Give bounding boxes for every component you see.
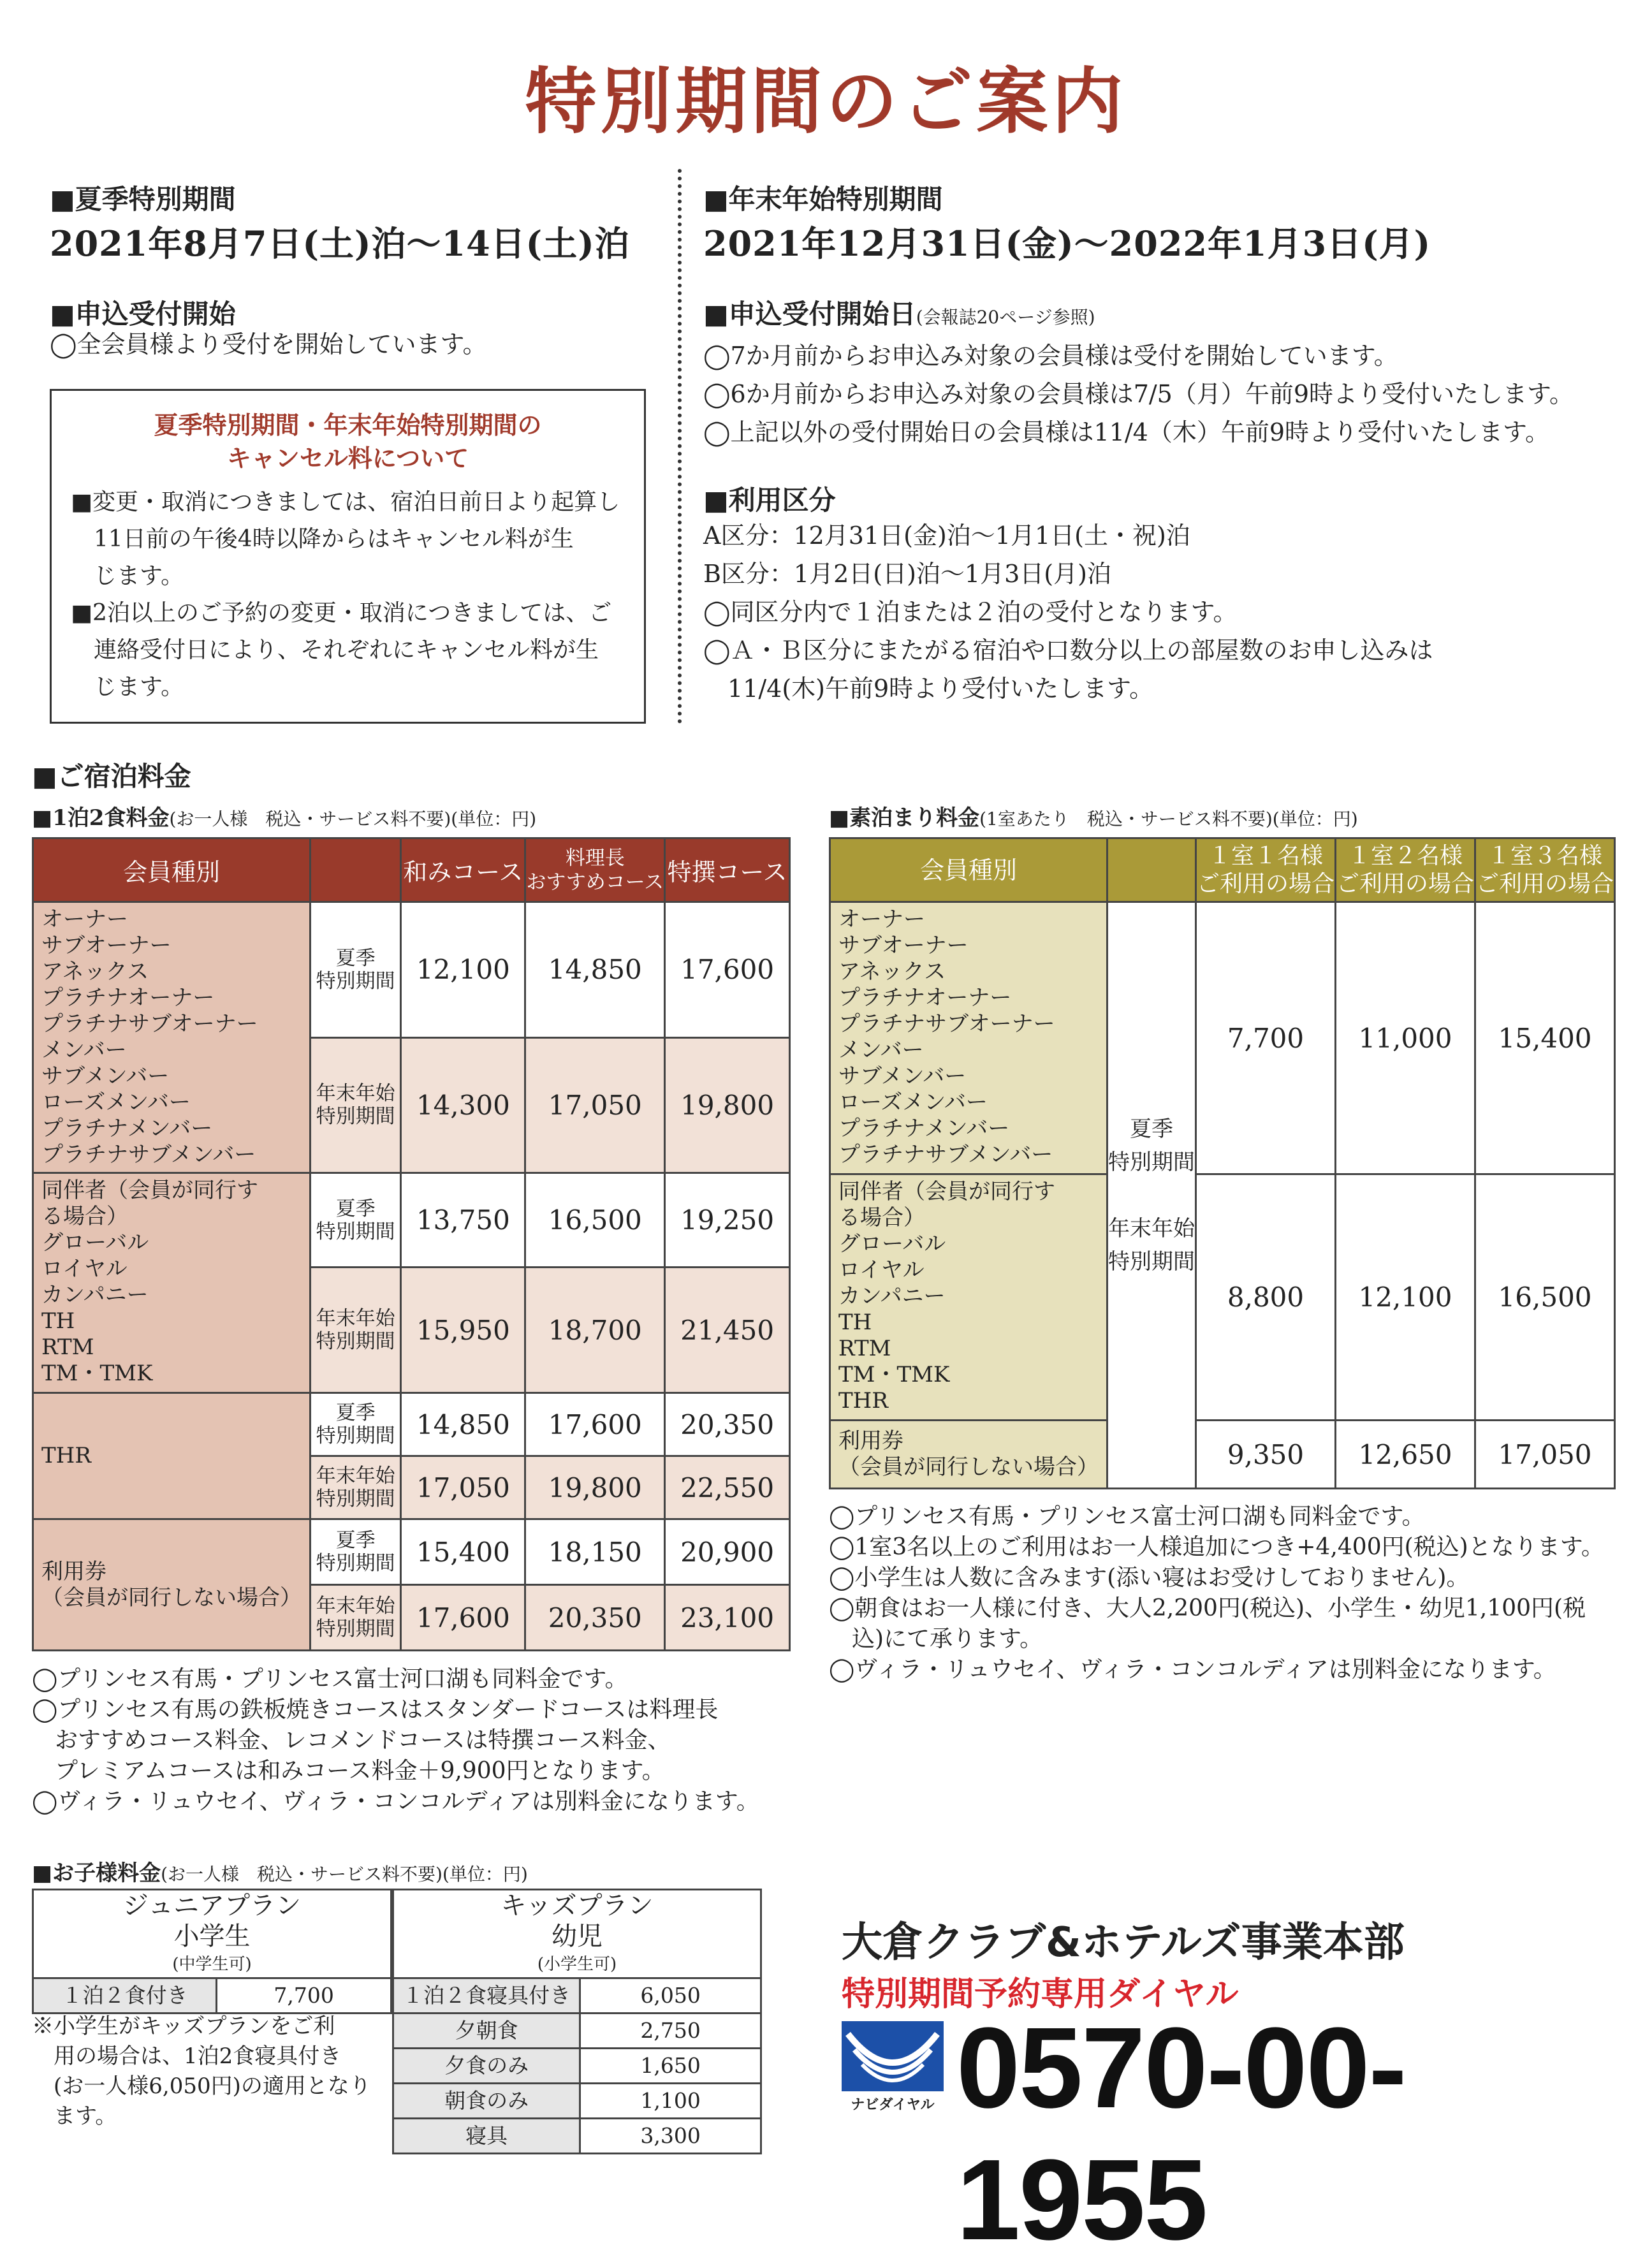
summer-dates: 2021年8月7日(土)泊〜14日(土)泊 xyxy=(50,223,630,264)
newyear-dates: 2021年12月31日(金)〜2022年1月3日(月) xyxy=(703,223,1431,264)
rate-cell: 12,100 xyxy=(1336,1174,1475,1421)
rate-cell: 17,600 xyxy=(525,1393,665,1456)
room-only-rate-table xyxy=(829,837,1616,1489)
t1-notes: ◯プリンセス有馬・プリンセス富士河口湖も同料金です。 ◯プリンセス有馬の鉄板焼きコースはスタンダードコースは料理長 おすすめコース料金、レコメンドコースは特撰コース料金、 プレミアムコースは和みコース料金＋9,900円となります。 ◯ヴィラ・リュウセイ、ヴィラ・コンコルディアは別料金になります。 xyxy=(32,1666,759,1815)
rate-cell: 18,700 xyxy=(525,1268,665,1393)
rate-cell: 22,550 xyxy=(665,1456,790,1519)
navi-dial-logo xyxy=(842,2021,944,2113)
newyear-apply-heading: ■申込受付開始日(会報誌20ページ参照) xyxy=(703,298,1095,330)
col-period xyxy=(1107,838,1196,902)
rate-cell: 18,150 xyxy=(525,1519,665,1585)
rate-cell: 17,600 xyxy=(401,1585,525,1651)
rate-cell: 15,400 xyxy=(401,1519,525,1585)
member-group-1: オーナー サブオーナー アネックス プラチナオーナー プラチナサブオーナー メンバー サブメンバー ローズメンバー プラチナメンバー プラチナサブメンバー xyxy=(830,902,1107,1174)
rate-cell: 9,350 xyxy=(1196,1421,1336,1489)
kids-plan-label: １泊２食寝具付き xyxy=(393,1978,580,2014)
rate-cell: 19,800 xyxy=(665,1037,790,1173)
col-chef: 料理長 おすすめコース xyxy=(525,838,665,902)
kids-plan-price: 2,750 xyxy=(580,2014,761,2049)
rate-cell: 12,650 xyxy=(1336,1421,1475,1489)
t2-heading: ■素泊まり料金(1室あたり 税込・サービス料不要)(単位：円) xyxy=(829,805,1358,831)
rate-cell: 8,800 xyxy=(1196,1174,1336,1421)
t1-heading: ■1泊2食料金(お一人様 税込・サービス料不要)(単位：円) xyxy=(32,805,537,831)
period-label: 夏季 特別期間 xyxy=(311,1173,401,1268)
period-label: 夏季 特別期間 xyxy=(311,1519,401,1585)
kids-plan-label: 夕朝食 xyxy=(393,2014,580,2049)
period-label: 年末年始 特別期間 xyxy=(311,1037,401,1173)
cancel-body: ■変更・取消につきましては、宿泊日前日より起算し 11日前の午後4時以降からはキャンセル料が生 じます。 ■2泊以上のご予約の変更・取消につきましては、ご 連絡受付日により、それぞれにキャンセル料が生 じます。 xyxy=(71,489,620,700)
junior-title: ジュニアプラン 小学生 xyxy=(122,1891,302,1951)
rate-cell: 12,100 xyxy=(401,902,525,1038)
period-label: 年末年始 特別期間 xyxy=(311,1456,401,1519)
rate-cell: 13,750 xyxy=(401,1173,525,1268)
member-group-2: 同伴者（会員が同行す る場合） グローバル ロイヤル カンパニー TH RTM TM・TMK xyxy=(33,1173,311,1393)
period-label: 夏季 特別期間 年末年始 特別期間 xyxy=(1107,902,1196,1489)
junior-plan-table xyxy=(32,1889,392,2014)
phone-number[interactable]: 0570-00-1955 xyxy=(956,2004,1406,2264)
summer-apply-heading: ■申込受付開始 xyxy=(50,298,236,330)
col-one-guest: １室１名様 ご利用の場合 xyxy=(1196,838,1336,902)
navi-dial-icon xyxy=(842,2021,944,2091)
kids-plan-price: 6,050 xyxy=(580,1978,761,2014)
junior-sub: (中学生可) xyxy=(172,1955,252,1974)
kids-plan-label: 寝具 xyxy=(393,2119,580,2154)
kids-sub: (小学生可) xyxy=(537,1955,617,1974)
junior-plan-label: １泊２食付き xyxy=(33,1978,217,2014)
kids-plan-price: 3,300 xyxy=(580,2119,761,2154)
rate-cell: 14,850 xyxy=(401,1393,525,1456)
member-group-3: 利用券 （会員が同行しない場合） xyxy=(830,1421,1107,1489)
rate-cell: 7,700 xyxy=(1196,902,1336,1174)
member-group-2: 同伴者（会員が同行す る場合） グローバル ロイヤル カンパニー TH RTM TM・TMK THR xyxy=(830,1174,1107,1421)
rate-cell: 21,450 xyxy=(665,1268,790,1393)
newyear-heading: ■年末年始特別期間 xyxy=(703,184,943,215)
rate-cell: 19,800 xyxy=(525,1456,665,1519)
cancel-policy-box xyxy=(50,389,646,724)
two-meal-rate-table xyxy=(32,837,791,1651)
rate-cell: 20,900 xyxy=(665,1519,790,1585)
col-period xyxy=(311,838,401,902)
rate-cell: 19,250 xyxy=(665,1173,790,1268)
page-title: 特別期間のご案内 xyxy=(525,60,1127,143)
col-member: 会員種別 xyxy=(830,838,1107,902)
usage-heading: ■利用区分 xyxy=(703,485,836,516)
junior-plan-price: 7,700 xyxy=(217,1978,391,2014)
kids-plan-label: 夕食のみ xyxy=(393,2049,580,2084)
kids-plan-price: 1,100 xyxy=(580,2084,761,2119)
navi-dial-text: ナビダイヤル xyxy=(851,2097,935,2113)
period-label: 年末年始 特別期間 xyxy=(311,1585,401,1651)
col-two-guests: １室２名様 ご利用の場合 xyxy=(1336,838,1475,902)
kids-plan-table xyxy=(392,1889,762,2154)
member-group-3: THR xyxy=(33,1393,311,1519)
rate-cell: 15,400 xyxy=(1475,902,1615,1174)
rate-cell: 11,000 xyxy=(1336,902,1475,1174)
summer-heading: ■夏季特別期間 xyxy=(50,184,236,215)
period-label: 夏季 特別期間 xyxy=(311,1393,401,1456)
kids-title: キッズプラン 幼児 xyxy=(501,1891,654,1951)
col-wami: 和みコース xyxy=(401,838,525,902)
col-three-guests: １室３名様 ご利用の場合 xyxy=(1475,838,1615,902)
period-label: 年末年始 特別期間 xyxy=(311,1268,401,1393)
rate-cell: 16,500 xyxy=(1475,1174,1615,1421)
kids-plan-label: 朝食のみ xyxy=(393,2084,580,2119)
rate-cell: 23,100 xyxy=(665,1585,790,1651)
rate-cell: 17,600 xyxy=(665,902,790,1038)
col-tokusen: 特撰コース xyxy=(665,838,790,902)
usage-text: A区分：12月31日(金)泊〜1月1日(土・祝)泊 B区分：1月2日(日)泊〜1月3日(月)泊 ◯同区分内で１泊または２泊の受付となります。 ◯Ａ・Ｂ区分にまたがる宿泊や口数分以上の部屋数のお申し込みは 11/4(木)午前9時より受付いたします。 xyxy=(703,522,1433,703)
dial-label: 特別期間予約専用ダイヤル xyxy=(842,1975,1239,2014)
col-member: 会員種別 xyxy=(33,838,311,902)
column-divider xyxy=(678,169,682,724)
rate-cell: 20,350 xyxy=(525,1585,665,1651)
org-name: 大倉クラブ&ホテルズ事業本部 xyxy=(842,1919,1405,1966)
kids-plan-price: 1,650 xyxy=(580,2049,761,2084)
rate-cell: 15,950 xyxy=(401,1268,525,1393)
rate-cell: 17,050 xyxy=(525,1037,665,1173)
cancel-heading: 夏季特別期間・年末年始特別期間の キャンセル料について xyxy=(154,411,542,472)
member-group-4: 利用券 （会員が同行しない場合） xyxy=(33,1519,311,1651)
summer-apply-text: ◯全会員様より受付を開始しています。 xyxy=(50,330,487,358)
t3-note: ※小学生がキッズプランをご利 用の場合は、1泊2食寝具付き (お一人様6,050円)の適用となり ます。 xyxy=(32,2014,371,2129)
newyear-apply-text: ◯7か月前からお申込み対象の会員様は受付を開始しています。 ◯6か月前からお申込み対象の会員様は7/5（月）午前9時より受付いたします。 ◯上記以外の受付開始日の会員様は11/4（木）午前9時より受付いたします。 xyxy=(703,342,1574,446)
rate-cell: 20,350 xyxy=(665,1393,790,1456)
rate-cell: 17,050 xyxy=(401,1456,525,1519)
rate-cell: 14,850 xyxy=(525,902,665,1038)
t2-notes: ◯プリンセス有馬・プリンセス富士河口湖も同料金です。 ◯1室3名以上のご利用はお一人様追加につき+4,400円(税込)となります。 ◯小学生は人数に含みます(添い寝はお受けしておりません)。 ◯朝食はお一人様に付き、大人2,200円(税込)、小学生・幼児1,100円(税 込)にて承ります。 ◯ヴィラ・リュウセイ、ヴィラ・コンコルディアは別料金になります。 xyxy=(829,1503,1604,1683)
member-group-1: オーナー サブオーナー アネックス プラチナオーナー プラチナサブオーナー メンバー サブメンバー ローズメンバー プラチナメンバー プラチナサブメンバー xyxy=(33,902,311,1173)
rates-heading: ■ご宿泊料金 xyxy=(32,761,191,792)
rate-cell: 16,500 xyxy=(525,1173,665,1268)
t3-heading: ■お子様料金(お一人様 税込・サービス料不要)(単位：円) xyxy=(32,1860,528,1886)
rate-cell: 17,050 xyxy=(1475,1421,1615,1489)
period-label: 夏季 特別期間 xyxy=(311,902,401,1038)
rate-cell: 14,300 xyxy=(401,1037,525,1173)
